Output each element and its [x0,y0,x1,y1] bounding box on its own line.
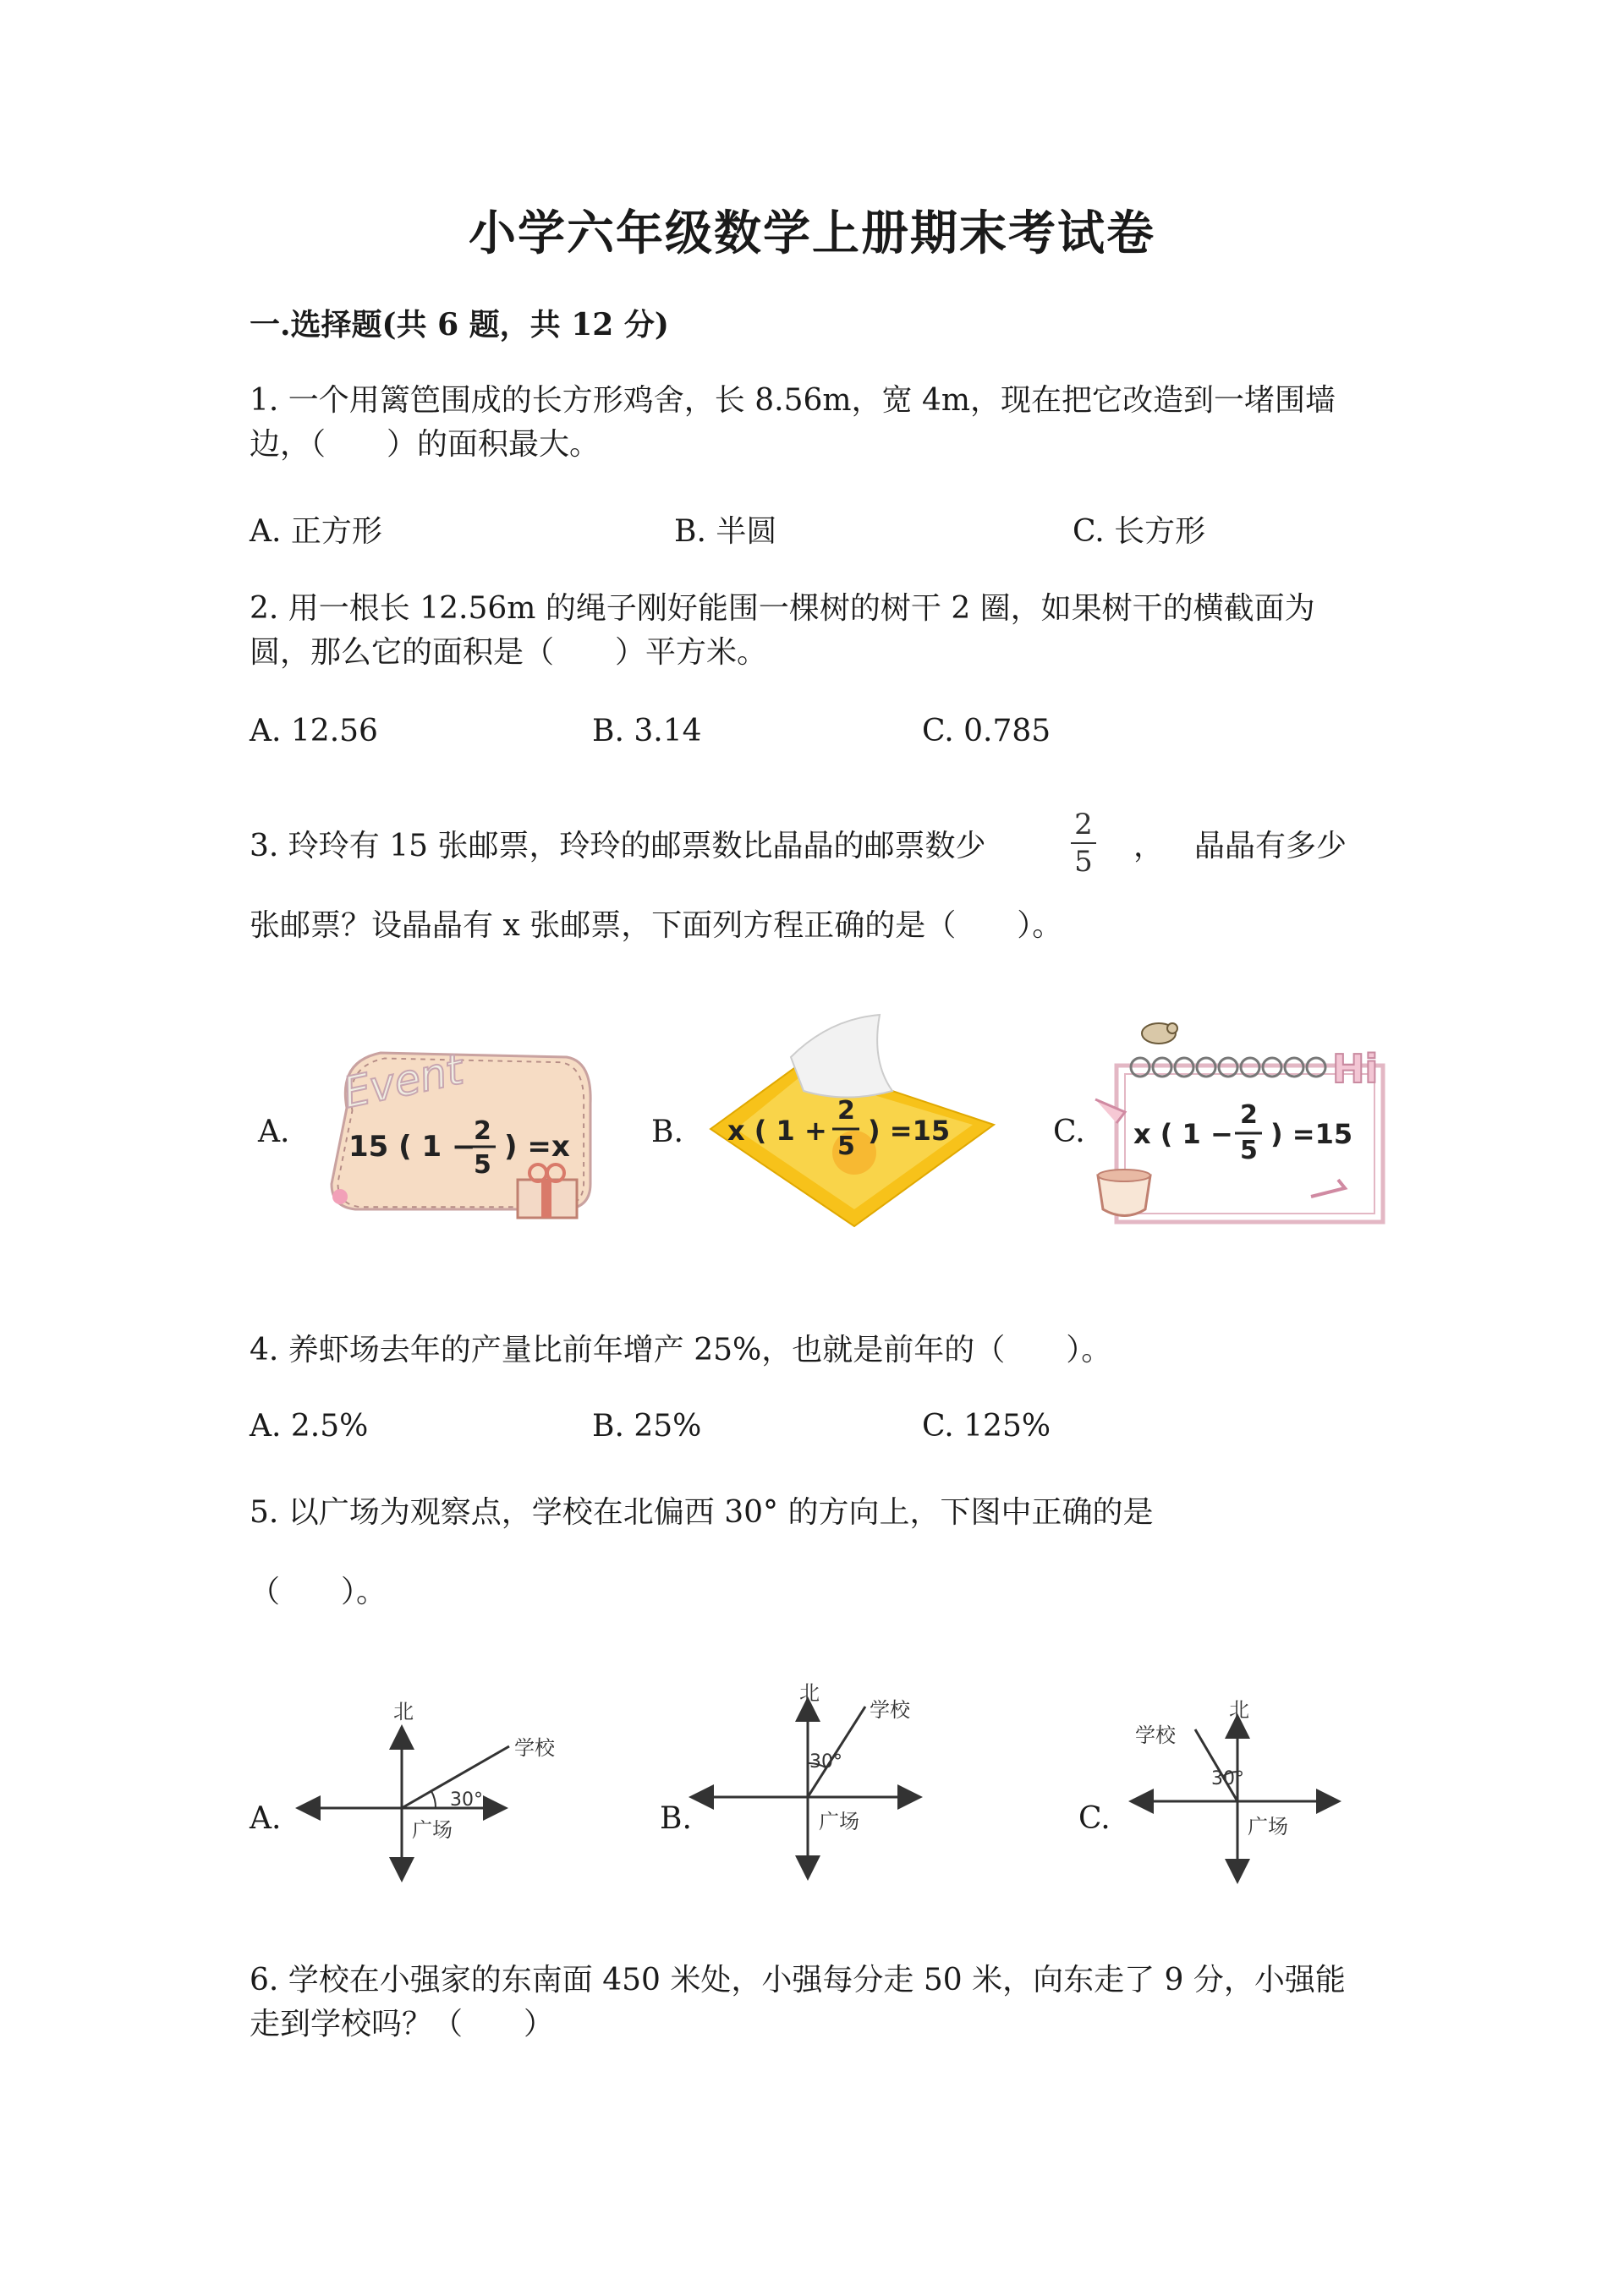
question-3-line2: 张邮票？设晶晶有 x 张邮票，下面列方程正确的是（ ）。 [250,908,1063,943]
question-2-line2: 圆，那么它的面积是（ ）平方米。 [250,635,768,670]
q3-fraction-denominator: 5 [1074,845,1093,879]
q4-option-c[interactable]: C. 125% [922,1409,1051,1444]
card-c-decor-text: Hi [1332,1046,1379,1092]
q5-diagram-b [694,1681,918,1876]
question-3-line1: 3. 玲玲有 15 张邮票，玲玲的邮票数比晶晶的邮票数少 [250,829,986,863]
diagram-c-north-label: 北 [1229,1698,1249,1722]
question-4-line1: 4. 养虾场去年的产量比前年增产 25%，也就是前年的（ ）。 [250,1333,1112,1367]
question-2-line1: 2. 用一根长 12.56m 的绳子刚好能围一棵树的树干 2 圈，如果树干的横截面为 [250,591,1315,626]
q1-option-b[interactable]: B. 半圆 [674,514,777,549]
q3-fraction-numerator: 2 [1074,808,1093,841]
q1-option-a[interactable]: A. 正方形 [250,514,382,549]
question-6-line2: 走到学校吗？（ ） [250,2007,555,2041]
section-header: 一.选择题(共 6 题，共 12 分) [250,307,669,342]
diagram-a-angle-arc [431,1791,436,1808]
diagram-b-plaza-label: 广场 [819,1810,859,1833]
diagram-a-north-label: 北 [393,1700,414,1723]
q5-option-a[interactable]: A. [250,1801,282,1836]
q1-option-c[interactable]: C. 长方形 [1073,514,1206,549]
q4-option-a[interactable]: A. 2.5% [250,1409,369,1444]
diagram-a-plaza-label: 广场 [412,1818,453,1842]
card-b-denominator: 5 [837,1132,855,1161]
q3-comma: ， [1133,829,1165,863]
diagram-a-school-label: 学校 [514,1736,555,1760]
diagram-b-angle-label: 30° [809,1751,842,1773]
q4-option-b[interactable]: B. 25% [592,1409,702,1444]
card-b-text-right: ) =15 [868,1115,951,1147]
page-title: 小学六年级数学上册期末考试卷 [469,205,1155,261]
q2-option-c[interactable]: C. 0.785 [922,714,1051,748]
card-b-text-left: x ( 1 + [727,1115,827,1147]
card-a-text-right: ) =x [504,1130,570,1164]
card-a-denominator: 5 [474,1150,491,1180]
question-1-line2: 边，（ ）的面积最大。 [250,427,601,462]
diagram-c-school-ray [1195,1729,1237,1801]
q3-option-c[interactable]: C. [1053,1115,1085,1149]
q2-option-b[interactable]: B. 3.14 [592,714,702,748]
question-1-line1: 1. 一个用篱笆围成的长方形鸡舍，长 8.56m，宽 4m，现在把它改造到一堵围墙 [250,383,1336,418]
q2-option-a[interactable]: A. 12.56 [250,714,378,748]
diagram-b-school-label: 学校 [870,1698,910,1722]
q5-diagram-a [300,1700,556,1877]
question-6 [250,1959,1383,2047]
diagram-c-plaza-label: 广场 [1248,1815,1288,1838]
diagram-b-north-label: 北 [799,1681,820,1705]
card-c-numerator: 2 [1240,1100,1258,1130]
question-5-line2: （ ）。 [250,1575,387,1609]
q5-option-b[interactable]: B. [660,1801,692,1836]
card-b-numerator: 2 [837,1096,855,1126]
diagram-c-angle-label: 30° [1211,1768,1244,1789]
card-c-denominator: 5 [1240,1136,1258,1165]
card-a-numerator: 2 [474,1116,491,1146]
q3-option-b[interactable]: B. [651,1115,683,1149]
question-6-line1: 6. 学校在小强家的东南面 450 米处，小强每分走 50 米，向东走了 9 分，小强能 [250,1963,1346,1997]
question-3-line1-end: 晶晶有多少 [1194,829,1347,863]
q5-option-c[interactable]: C. [1078,1801,1111,1836]
card-c-text-left: x ( 1 − [1133,1118,1233,1150]
card-c-text-right: ) =15 [1270,1118,1353,1150]
question-5-line1: 5. 以广场为观察点，学校在北偏西 30° 的方向上，下图中正确的是 [250,1495,1154,1530]
q3-option-a[interactable]: A. [258,1115,290,1149]
card-a-decor-text: Event [338,1044,468,1118]
diagram-a-angle-label: 30° [450,1789,483,1811]
q5-diagram-c [1133,1698,1336,1879]
diagram-c-school-label: 学校 [1135,1723,1176,1747]
card-a-text-left: 15 ( 1 − [348,1130,476,1164]
